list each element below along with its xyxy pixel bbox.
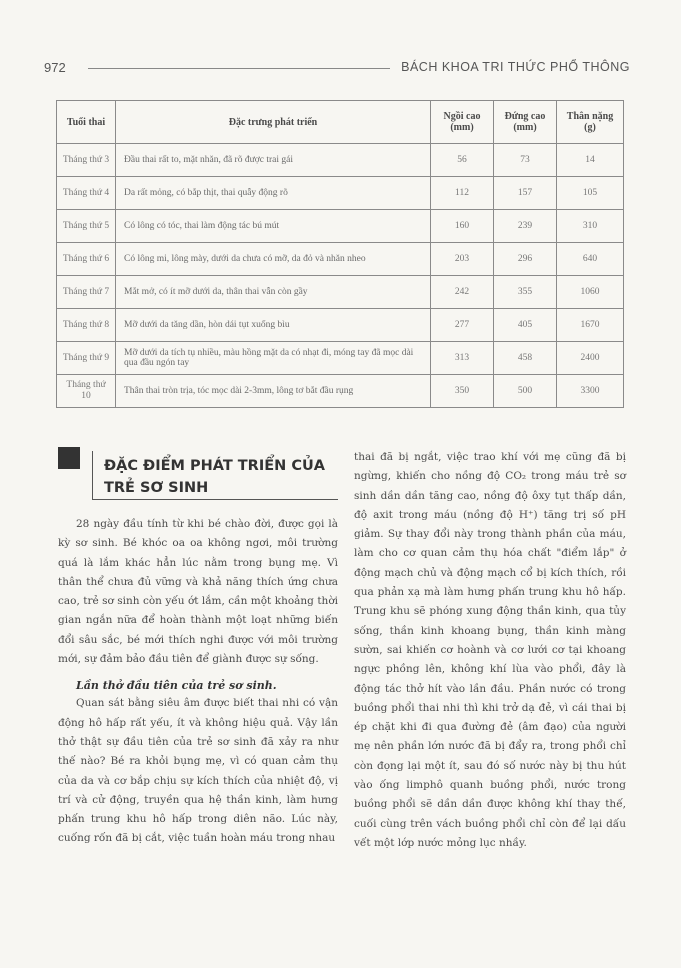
cell-standing: 73 <box>494 144 557 177</box>
header-weight: Thân nặng (g) <box>557 101 624 144</box>
cell-sitting: 313 <box>431 342 494 375</box>
cell-desc: Có lông mi, lông mày, dưới da chưa có mỡ, da đỏ và nhăn nheo <box>116 243 431 276</box>
table-row <box>57 210 624 243</box>
header-features: Đặc trưng phát triển <box>116 101 431 144</box>
cell-desc: Mỡ dưới da tăng dần, hòn dái tụt xuống bìu <box>116 309 431 342</box>
cell-weight: 2400 <box>557 342 624 375</box>
table-row <box>57 342 624 375</box>
cell-month: Tháng thứ 5 <box>57 210 116 243</box>
cell-standing: 405 <box>494 309 557 342</box>
cell-month: Tháng thứ 6 <box>57 243 116 276</box>
continuation-paragraph: thai đã bị ngắt, việc trao khí với mẹ cũng đã bị ngừng, khiến cho nồng độ CO₂ trong máu trẻ sơ sinh dần dần tăng cao, nồng độ ôxy tụt thấp dần, độ axit trong máu (nồng độ H⁺) tăng trị số pH giảm. Sự thay đổi này trong thành phần của máu, làm cho cơ quan cảm thụ hóa chất "điểm lắp" ở động mạch chủ và động mạch cổ bị kích thích, rồi qua phản xạ mà làm hưng phấn trung khu hô hấp. Trung khu sẽ phóng xung động thần kinh, qua tủy sống, thần kinh khoang bụng, thần kinh màng sườn, sai khiến cơ hoành và cơ lưới cơ tại khoang ngực phồng lên, không khí lùa vào phổi, đây là động tác thở hít vào lần đầu. Phần nước có trong buồng phổi thai nhi thì khi trở dạ đẻ, vì cái thai bị ép chặt khi đi qua đường đẻ (âm đạo) của người mẹ nên phần lớn nước đã bị đẩy ra, trong phổi chỉ còn đọng lại một ít, sau đó số nước này bị thu hút vào ống limphô quanh buồng phổi, nước trong buồng phổi sẽ dần dần được không khí thay thế, cuối cùng trên vách buồng phổi chỉ còn để lại dấu vết một lớp nước mỏng lục nhầy. <box>354 451 626 849</box>
cell-month: Tháng thứ 10 <box>57 375 116 408</box>
cell-month: Tháng thứ 9 <box>57 342 116 375</box>
cell-sitting: 277 <box>431 309 494 342</box>
cell-weight: 14 <box>557 144 624 177</box>
cell-sitting: 112 <box>431 177 494 210</box>
right-column <box>354 448 626 853</box>
header-standing: Đứng cao (mm) <box>494 101 557 144</box>
cell-standing: 157 <box>494 177 557 210</box>
cell-desc: Thân thai tròn trịa, tóc mọc dài 2-3mm, lông tơ bắt đầu rụng <box>116 375 431 408</box>
header-sitting: Ngồi cao (mm) <box>431 101 494 144</box>
cell-weight: 640 <box>557 243 624 276</box>
cell-standing: 355 <box>494 276 557 309</box>
cell-weight: 3300 <box>557 375 624 408</box>
cell-sitting: 56 <box>431 144 494 177</box>
cell-standing: 500 <box>494 375 557 408</box>
cell-sitting: 350 <box>431 375 494 408</box>
table-row <box>57 243 624 276</box>
cell-month: Tháng thứ 8 <box>57 309 116 342</box>
cell-desc: Có lông có tóc, thai làm động tác bú mút <box>116 210 431 243</box>
cell-sitting: 242 <box>431 276 494 309</box>
cell-weight: 1670 <box>557 309 624 342</box>
cell-month: Tháng thứ 3 <box>57 144 116 177</box>
cell-month: Tháng thứ 7 <box>57 276 116 309</box>
cell-weight: 105 <box>557 177 624 210</box>
running-title: BÁCH KHOA TRI THỨC PHỔ THÔNG <box>401 60 630 74</box>
cell-desc: Mắt mở, có ít mỡ dưới da, thân thai vẫn còn gầy <box>116 276 431 309</box>
section-heading <box>58 445 338 507</box>
header-age: Tuổi thai <box>57 101 116 144</box>
table-row <box>57 177 624 210</box>
cell-standing: 239 <box>494 210 557 243</box>
page-header <box>44 58 630 78</box>
fetal-growth-table <box>56 100 624 408</box>
breathing-paragraph: Quan sát bằng siêu âm được biết thai nhi có vận động hô hấp rất yếu, ít và không hiệu quả. Vậy lần thở thật sự đầu tiên của trẻ sơ sinh đã xảy ra như thế nào? Bé ra khỏi bụng mẹ, vì có quan cảm thụ của da và cơ bắp chịu sự kích thích của nhiệt độ, vị trí và cử động, truyền qua hệ thần kinh, làm hưng phấn trung khu hô hấp trong diên não. Lúc này, cuống rốn đã bị cắt, việc tuần hoàn máu trong nhau <box>58 697 338 845</box>
cell-sitting: 203 <box>431 243 494 276</box>
intro-paragraph: 28 ngày đầu tính từ khi bé chào đời, được gọi là kỳ sơ sinh. Bé khóc oa oa không ngơi, môi trường quá là lắm khác hẳn lúc nằm trong bụng mẹ. Vì thân thể chưa đủ vững và khả năng thích ứng chưa cao, trẻ sơ sinh còn yếu ớt lắm, cần một khoảng thời gian ngắn nữa để hoàn thành một loạt những biến đổi sâu sắc, bé mới thích nghi được với môi trường mới, sự đảm bảo đầu tiên để giành được sự sống. <box>58 518 338 666</box>
subheading: Lần thở đầu tiên của trẻ sơ sinh. <box>76 679 277 693</box>
table-row <box>57 276 624 309</box>
section-marker-icon <box>58 447 80 469</box>
cell-sitting: 160 <box>431 210 494 243</box>
table-row <box>57 375 624 408</box>
cell-standing: 296 <box>494 243 557 276</box>
cell-weight: 310 <box>557 210 624 243</box>
cell-desc: Mỡ dưới da tích tụ nhiều, màu hồng mặt da có nhạt đi, móng tay đã mọc dài qua đầu ngón tay <box>116 342 431 375</box>
cell-desc: Đầu thai rất to, mặt nhăn, đã rõ được trai gái <box>116 144 431 177</box>
left-column <box>58 445 338 849</box>
table-header-row <box>57 101 624 144</box>
cell-month: Tháng thứ 4 <box>57 177 116 210</box>
cell-weight: 1060 <box>557 276 624 309</box>
page-number: 972 <box>44 60 66 75</box>
table-row <box>57 309 624 342</box>
section-title: ĐẶC ĐIỂM PHÁT TRIỂN CỦA TRẺ SƠ SINH <box>104 458 325 496</box>
cell-desc: Da rất mỏng, có bắp thịt, thai quẫy động rõ <box>116 177 431 210</box>
table-row <box>57 144 624 177</box>
cell-standing: 458 <box>494 342 557 375</box>
header-rule <box>88 68 390 69</box>
